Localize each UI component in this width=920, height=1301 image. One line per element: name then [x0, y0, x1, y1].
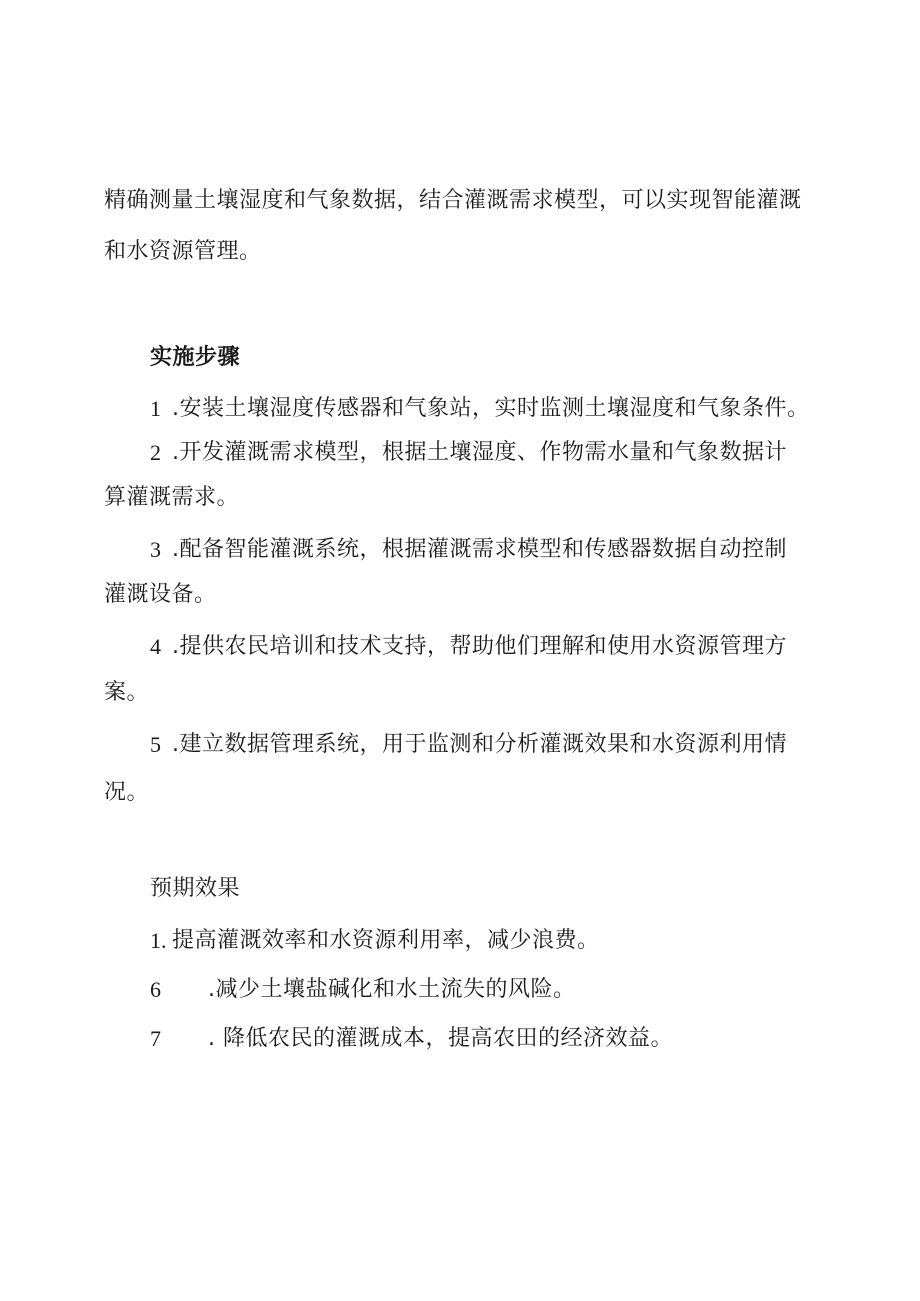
- effects-heading: 预期效果: [150, 876, 241, 901]
- step-2-continuation: 算灌溉需求。: [104, 485, 240, 510]
- step-1-text: .安装土壤湿度传感器和气象站，实时监测土壤湿度和气象条件。: [172, 396, 810, 421]
- step-4-continuation: 案。: [104, 680, 150, 705]
- step-3-text: .配备智能灌溉系统，根据灌溉需求模型和传感器数据自动控制: [172, 537, 787, 562]
- effect-2-number: 6: [150, 977, 161, 1002]
- step-4-text: .提供农民培训和技术支持，帮助他们理解和使用水资源管理方: [172, 634, 787, 659]
- step-4-number: 4: [150, 634, 161, 659]
- step-3-continuation: 灌溉设备。: [104, 582, 217, 607]
- step-5-number: 5: [150, 732, 161, 757]
- step-5-continuation: 况。: [104, 780, 150, 805]
- steps-heading: 实施步骤: [150, 345, 241, 370]
- step-3-number: 3: [150, 537, 161, 562]
- effect-3-number: 7: [150, 1026, 161, 1051]
- effect-2-text: .减少土壤盐碱化和水土流失的风险。: [208, 977, 576, 1002]
- effect-3-text: . 降低农民的灌溉成本，提高农田的经济效益。: [208, 1026, 673, 1051]
- step-1-number: 1: [150, 396, 161, 421]
- intro-line-2: 和水资源管理。: [104, 239, 262, 264]
- step-2-text: .开发灌溉需求模型，根据土壤湿度、作物需水量和气象数据计: [172, 440, 787, 465]
- step-2-number: 2: [150, 440, 161, 465]
- step-5-text: .建立数据管理系统，用于监测和分析灌溉效果和水资源利用情: [172, 732, 787, 757]
- intro-line-1: 精确测量土壤湿度和气象数据，结合灌溉需求模型，可以实现智能灌溉: [104, 188, 802, 213]
- effect-1-text: 提高灌溉效率和水资源利用率，减少浪费。: [172, 928, 600, 953]
- effect-1-number: 1.: [150, 928, 167, 953]
